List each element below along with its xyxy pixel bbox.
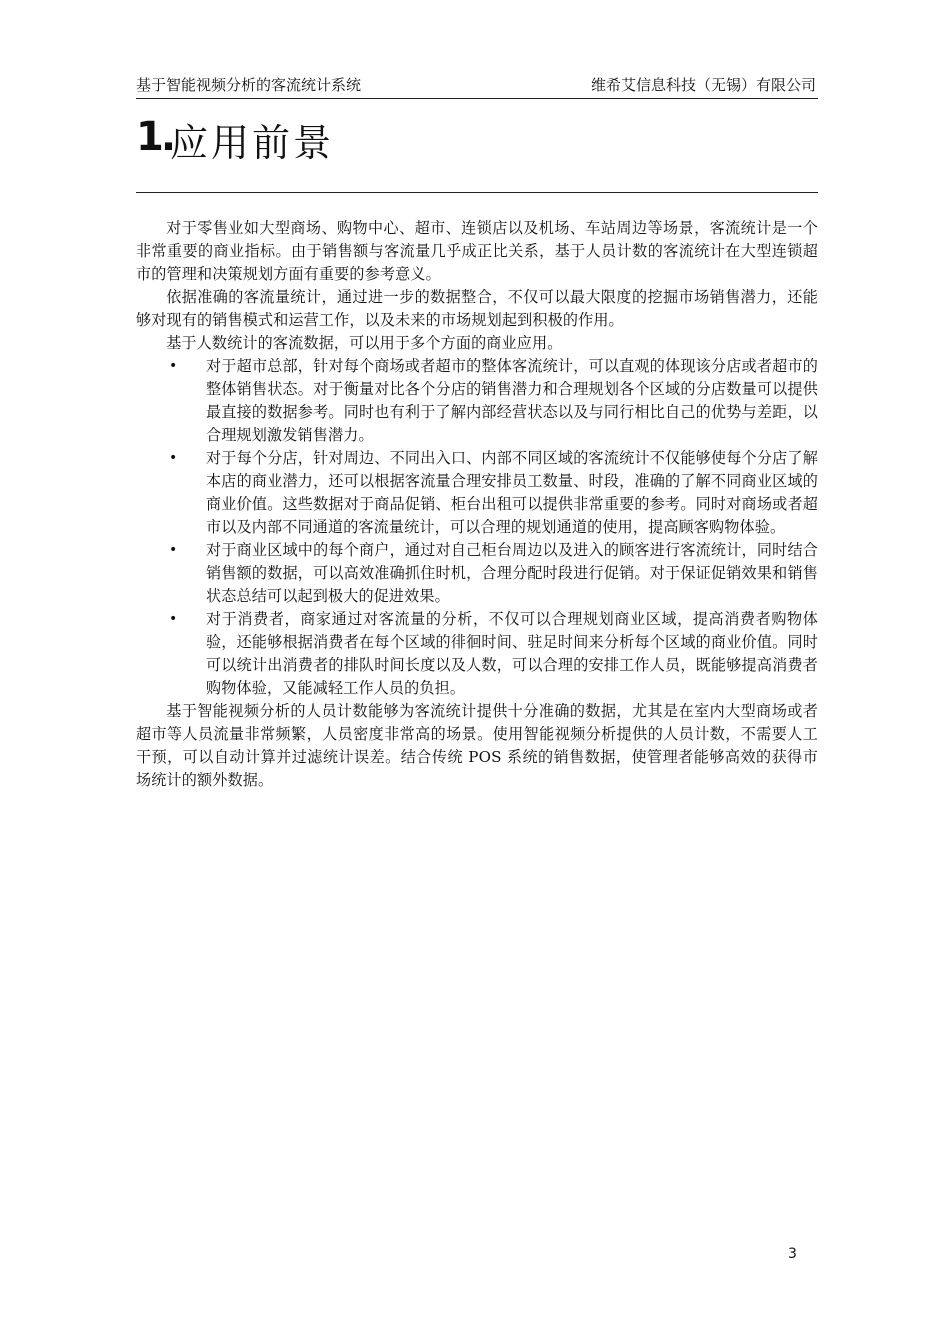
bullet-item — [136, 539, 818, 608]
bullet-item — [136, 608, 818, 700]
bullet-text: 对于超市总部，针对每个商场或者超市的整体客流统计，可以直观的体现该分店或者超市的整体销售状态。对于衡量对比各个分店的销售潜力和合理规划各个区域的分店数量可以提供最直接的数据参考。同时也有利于了解内部经营状态以及与同行相比自己的优势与差距，以合理规划激发销售潜力。 — [206, 357, 818, 444]
bullet-text: 对于消费者，商家通过对客流量的分析，不仅可以合理规划商业区域，提高消费者购物体验，还能够根据消费者在每个区域的徘徊时间、驻足时间来分析每个区域的商业价值。同时可以统计出消费者的排队时间长度以及人数，可以合理的安排工作人员，既能够提高消费者购物体验，又能减轻工作人员的负担。 — [206, 610, 818, 697]
bullet-marker: • — [169, 358, 178, 374]
section-heading — [136, 110, 818, 193]
header-company-name: 维希艾信息科技（无锡）有限公司 — [590, 76, 816, 94]
bullet-text: 对于商业区域中的每个商户，通过对自己柜台周边以及进入的顾客进行客流统计，同时结合销售额的数据，可以高效准确抓住时机，合理分配时段进行促销。对于保证促销效果和销售状态总结可以起到极大的促进效果。 — [206, 541, 818, 605]
bullet-item — [136, 355, 818, 447]
bullet-marker: • — [169, 611, 178, 627]
page-header — [136, 72, 818, 99]
body-paragraph: 对于零售业如大型商场、购物中心、超市、连锁店以及机场、车站周边等场景，客流统计是一个非常重要的商业指标。由于销售额与客流量几乎成正比关系，基于人员计数的客流统计在大型连锁超市的管理和决策规划方面有重要的参考意义。 — [136, 219, 818, 283]
bullet-item — [136, 447, 818, 539]
body-paragraph: 依据准确的客流量统计，通过进一步的数据整合，不仅可以最大限度的挖掘市场销售潜力，还能够对现有的销售模式和运营工作，以及未来的市场规划起到积极的作用。 — [136, 288, 818, 329]
page-number: 3 — [788, 1246, 797, 1262]
body-paragraph: 基于人数统计的客流数据，可以用于多个方面的商业应用。 — [166, 334, 563, 352]
bullet-text: 对于每个分店，针对周边、不同出入口、内部不同区域的客流统计不仅能够使每个分店了解本店的商业潜力，还可以根据客流量合理安排员工数量、时段，准确的了解不同商业区域的商业价值。这些数据对于商品促销、柜台出租可以提供非常重要的参考。同时对商场或者超市以及内部不同通道的客流量统计，可以合理的规划通道的使用，提高顾客购物体验。 — [206, 449, 818, 536]
body-content — [136, 217, 818, 792]
bullet-marker: • — [169, 542, 178, 558]
bullet-marker: • — [169, 450, 178, 466]
closing-paragraph: 基于智能视频分析的人员计数能够为客流统计提供十分准确的数据，尤其是在室内大型商场或者超市等人员流量非常频繁，人员密度非常高的场景。使用智能视频分析提供的人员计数，不需要人工干预，可以自动计算并过滤统计误差。结合传统 POS 系统的销售数据，使管理者能够高效的获得市场统计的额外数据。 — [136, 702, 818, 789]
section-number: 1. — [136, 114, 174, 160]
bullet-list — [136, 355, 818, 700]
header-document-title: 基于智能视频分析的客流统计系统 — [136, 76, 362, 94]
section-title: 应用前景 — [170, 121, 335, 165]
